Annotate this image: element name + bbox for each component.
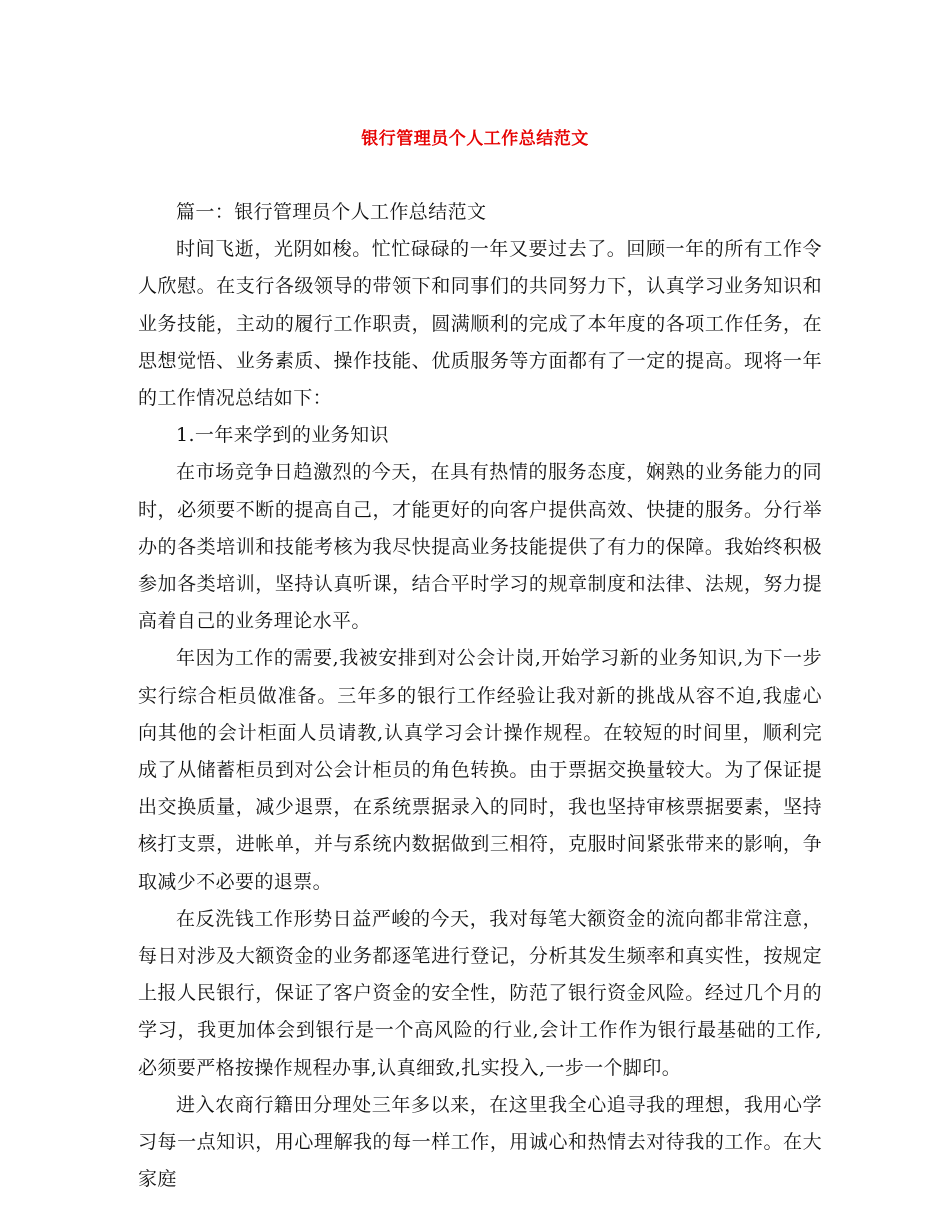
paragraph-anti-money-laundering: 在反洗钱工作形势日益严峻的今天，我对每笔大额资金的流向都非常注意，每日对涉及大额资金的业务都逐笔进行登记，分析其发生频率和真实性，按规定上报人民银行，保证了客户资金的安全性，防范了银行资金风险。经过几个月的学习，我更加体会到银行是一个高风险的行业,会计工作作为银行最基础的工作,必须要严格按操作规程办事,认真细致,扎实投入,一步一个脚印。 bbox=[138, 907, 822, 1079]
paragraph-accounting: 年因为工作的需要,我被安排到对公会计岗,开始学习新的业务知识,为下一步实行综合柜员做准备。三年多的银行工作经验让我对新的挑战从容不迫,我虚心向其他的会计柜面人员请教,认真学习会计操作规程。在较短的时间里，顺利完成了从储蓄柜员到对公会计柜员的角色转换。由于票据交换量较大。为了保证提出交换质量，减少退票，在系统票据录入的同时，我也坚持审核票据要素，坚持核打支票，进帐单，并与系统内数据做到三相符，克服时间紧张带来的影响，争取减少不必要的退票。 bbox=[138, 647, 822, 893]
section-heading: 篇一：银行管理员个人工作总结范文 bbox=[176, 201, 487, 223]
document-body bbox=[138, 194, 822, 1198]
paragraph-branch: 进入农商行籍田分理处三年多以来，在这里我全心追寻我的理想，我用心学习每一点知识，用心理解我的每一样工作，用诚心和热情去对待我的工作。在大家庭 bbox=[138, 1093, 822, 1191]
document-title: 银行管理员个人工作总结范文 bbox=[361, 129, 589, 149]
paragraph-intro: 时间飞逝，光阴如梭。忙忙碌碌的一年又要过去了。回顾一年的所有工作令人欣慰。在支行各级领导的带领下和同事们的共同努力下，认真学习业务知识和业务技能，主动的履行工作职责，圆满顺利的完成了本年度的各项工作任务，在思想觉悟、业务素质、操作技能、优质服务等方面都有了一定的提高。现将一年的工作情况总结如下： bbox=[138, 238, 822, 410]
section-subheading: 1.一年来学到的业务知识 bbox=[176, 424, 389, 447]
paragraph-training: 在市场竞争日趋激烈的今天，在具有热情的服务态度，娴熟的业务能力的同时，必须要不断的提高自己，才能更好的向客户提供高效、快捷的服务。分行举办的各类培训和技能考核为我尽快提高业务技能提供了有力的保障。我始终积极参加各类培训，坚持认真听课，结合平时学习的规章制度和法律、法规，努力提高着自己的业务理论水平。 bbox=[138, 461, 822, 633]
